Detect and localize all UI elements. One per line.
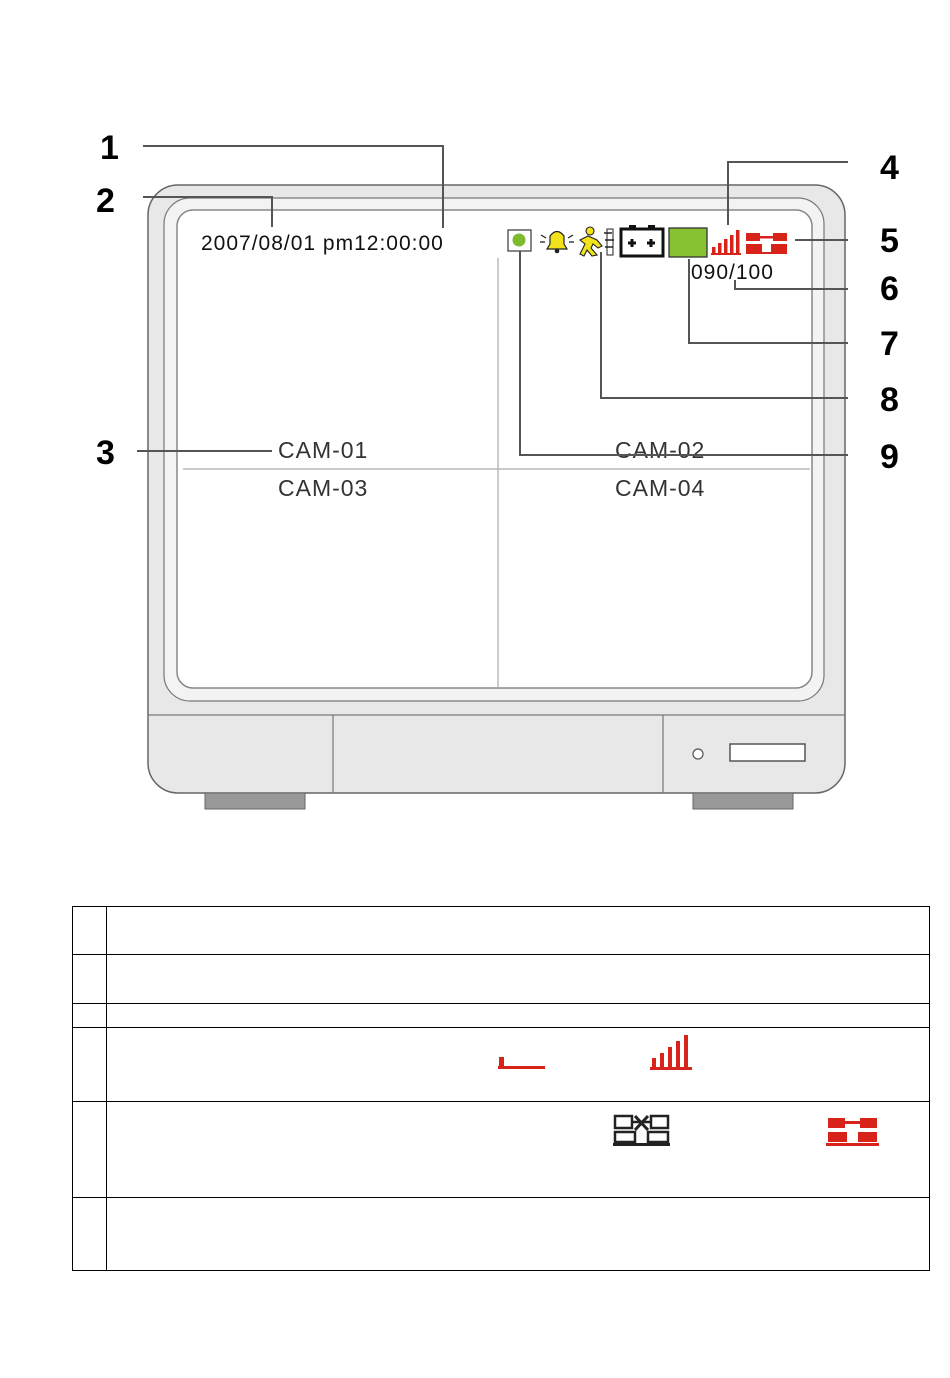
osd-hdd-usage: 090/100 (691, 261, 774, 284)
callout-2: 2 (96, 182, 115, 220)
callout-8: 8 (880, 381, 899, 419)
cam-01-label: CAM-01 (278, 437, 369, 463)
callout-3: 3 (96, 434, 115, 472)
legend-row (73, 1004, 930, 1028)
network-connected-icon (826, 1116, 880, 1148)
legend-table (72, 906, 930, 1271)
legend-desc-cell (107, 907, 930, 955)
cam-03-label: CAM-03 (278, 475, 369, 501)
record-indicator-icon (508, 230, 531, 251)
legend-num-cell (73, 907, 107, 955)
callout-5: 5 (880, 222, 899, 260)
legend-row (73, 1028, 930, 1102)
legend-num-cell (73, 1102, 107, 1198)
legend-desc-cell (107, 955, 930, 1004)
legend-desc-cell (107, 1028, 930, 1102)
signal-strong-icon (650, 1033, 696, 1071)
video-screen-icon (669, 228, 707, 257)
legend-desc-cell (107, 1004, 930, 1028)
cam-02-label: CAM-02 (615, 437, 706, 463)
left-foot (205, 793, 305, 809)
network-disconnected-icon (613, 1114, 671, 1148)
callout-1: 1 (100, 129, 119, 167)
right-foot (693, 793, 793, 809)
battery-icon (621, 225, 663, 256)
legend-num-cell (73, 955, 107, 1004)
legend-row (73, 907, 930, 955)
callout-7: 7 (880, 325, 899, 363)
legend-desc-cell (107, 1102, 930, 1198)
callout-4: 4 (880, 149, 899, 187)
legend-num-cell (73, 1028, 107, 1102)
osd-datetime: 2007/08/01 pm12:00:00 (201, 232, 444, 255)
power-led (693, 749, 703, 759)
legend-num-cell (73, 1004, 107, 1028)
callout-9: 9 (880, 438, 899, 476)
signal-weak-icon (498, 1046, 546, 1070)
disc-slot (730, 744, 805, 761)
cam-04-label: CAM-04 (615, 475, 706, 501)
legend-row (73, 955, 930, 1004)
callout-6: 6 (880, 270, 899, 308)
legend-desc-cell (107, 1198, 930, 1271)
legend-num-cell (73, 1198, 107, 1271)
legend-row (73, 1198, 930, 1271)
legend-row (73, 1102, 930, 1198)
